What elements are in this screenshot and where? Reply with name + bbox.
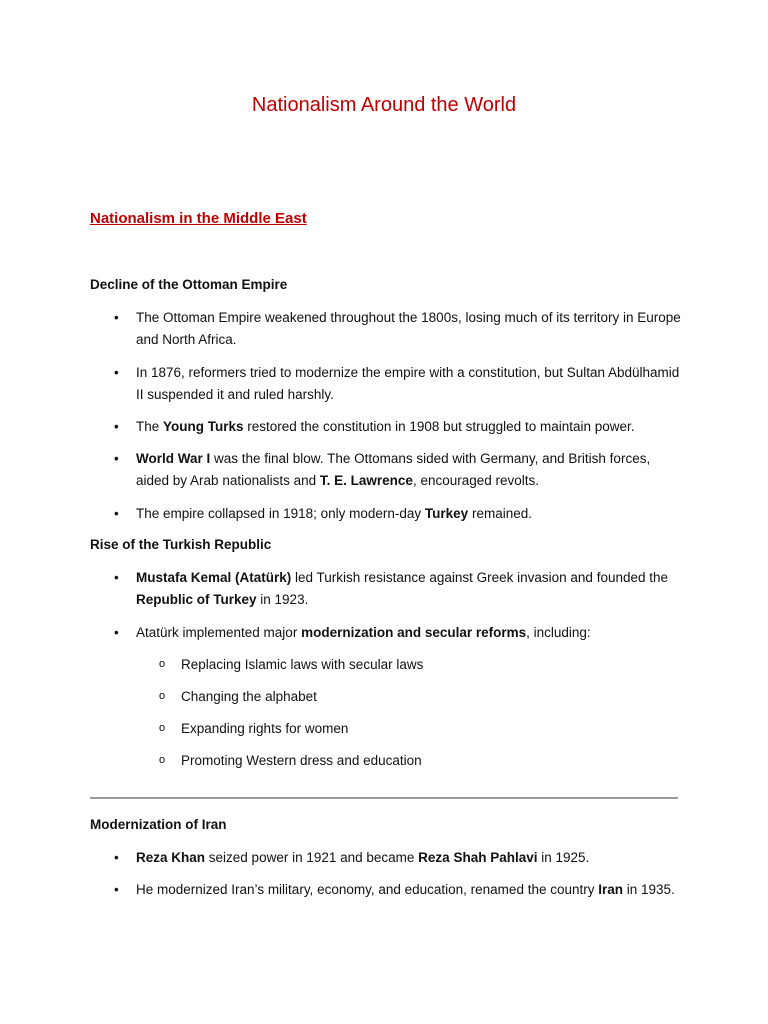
bullet-text-pre: Atatürk implemented major xyxy=(136,625,302,640)
bullet-text-post: , encouraged revolts. xyxy=(412,473,540,488)
bullet-text-pre: The xyxy=(136,419,164,434)
bullet-text-post: in 1923. xyxy=(256,592,309,607)
horizontal-divider xyxy=(90,797,678,799)
list-item xyxy=(136,307,681,351)
list-item xyxy=(136,567,681,611)
bullet-bold: Republic of Turkey xyxy=(136,592,257,607)
bullet-bold: T. E. Lawrence xyxy=(319,473,413,488)
bullet-bold: Iran xyxy=(598,882,624,897)
bullet-text-post: remained. xyxy=(468,506,532,521)
bullet-text: In 1876, reformers tried to modernize the empire with a constitution, but Sultan Abdülhamid II suspended it and ruled harshly. xyxy=(136,365,680,402)
sub-list-item xyxy=(181,718,671,740)
bullet-text-mid: seized power in 1921 and became xyxy=(205,850,419,865)
sub-item-text: Expanding rights for women xyxy=(181,721,349,736)
list-item xyxy=(136,448,681,492)
bullet-bold: modernization and secular reforms xyxy=(301,625,527,640)
bullet-text-mid: led Turkish resistance against Greek invasion and founded the xyxy=(291,570,669,585)
bullet-text-post: in 1935. xyxy=(623,882,675,897)
bullet-bold: Young Turks xyxy=(163,419,244,434)
list-item xyxy=(136,847,681,869)
bullet-text-post: , including: xyxy=(526,625,591,640)
bullet-text-mid: was the final blow. The Ottomans sided with Germany, and British forces, aided by Arab nationalists and xyxy=(136,451,651,488)
bullet-text-post: restored the constitution in 1908 but struggled to maintain power. xyxy=(243,419,635,434)
list-item xyxy=(136,622,681,644)
list-item xyxy=(136,416,681,438)
bullet-text-pre: The empire collapsed in 1918; only modern-day xyxy=(136,506,425,521)
sub-list-item xyxy=(181,686,671,708)
sub-list-item xyxy=(181,654,671,676)
sub-item-text: Replacing Islamic laws with secular laws xyxy=(181,657,424,672)
page-title: Nationalism Around the World xyxy=(251,94,517,116)
bullet-text-pre: He modernized Iran’s military, economy, and education, renamed the country xyxy=(136,882,599,897)
ottoman-heading: Decline of the Ottoman Empire xyxy=(90,277,288,292)
turkish-heading: Rise of the Turkish Republic xyxy=(90,537,272,552)
section-heading: Nationalism in the Middle East xyxy=(90,210,307,227)
sub-item-text: Promoting Western dress and education xyxy=(181,753,422,768)
iran-heading: Modernization of Iran xyxy=(90,817,227,832)
bullet-bold: Turkey xyxy=(424,506,469,521)
bullet-bold: Reza Shah Pahlavi xyxy=(418,850,538,865)
sub-list-item xyxy=(181,750,671,772)
sub-item-text: Changing the alphabet xyxy=(181,689,317,704)
bullet-text-post: in 1925. xyxy=(537,850,590,865)
bullet-bold: World War I xyxy=(136,451,211,466)
list-item xyxy=(136,879,681,901)
bullet-bold: Mustafa Kemal (Atatürk) xyxy=(136,570,292,585)
bullet-text: The Ottoman Empire weakened throughout the 1800s, losing much of its territory in Europe and North Africa. xyxy=(136,310,681,347)
list-item xyxy=(136,503,681,525)
list-item xyxy=(136,362,681,406)
bullet-bold: Reza Khan xyxy=(136,850,206,865)
